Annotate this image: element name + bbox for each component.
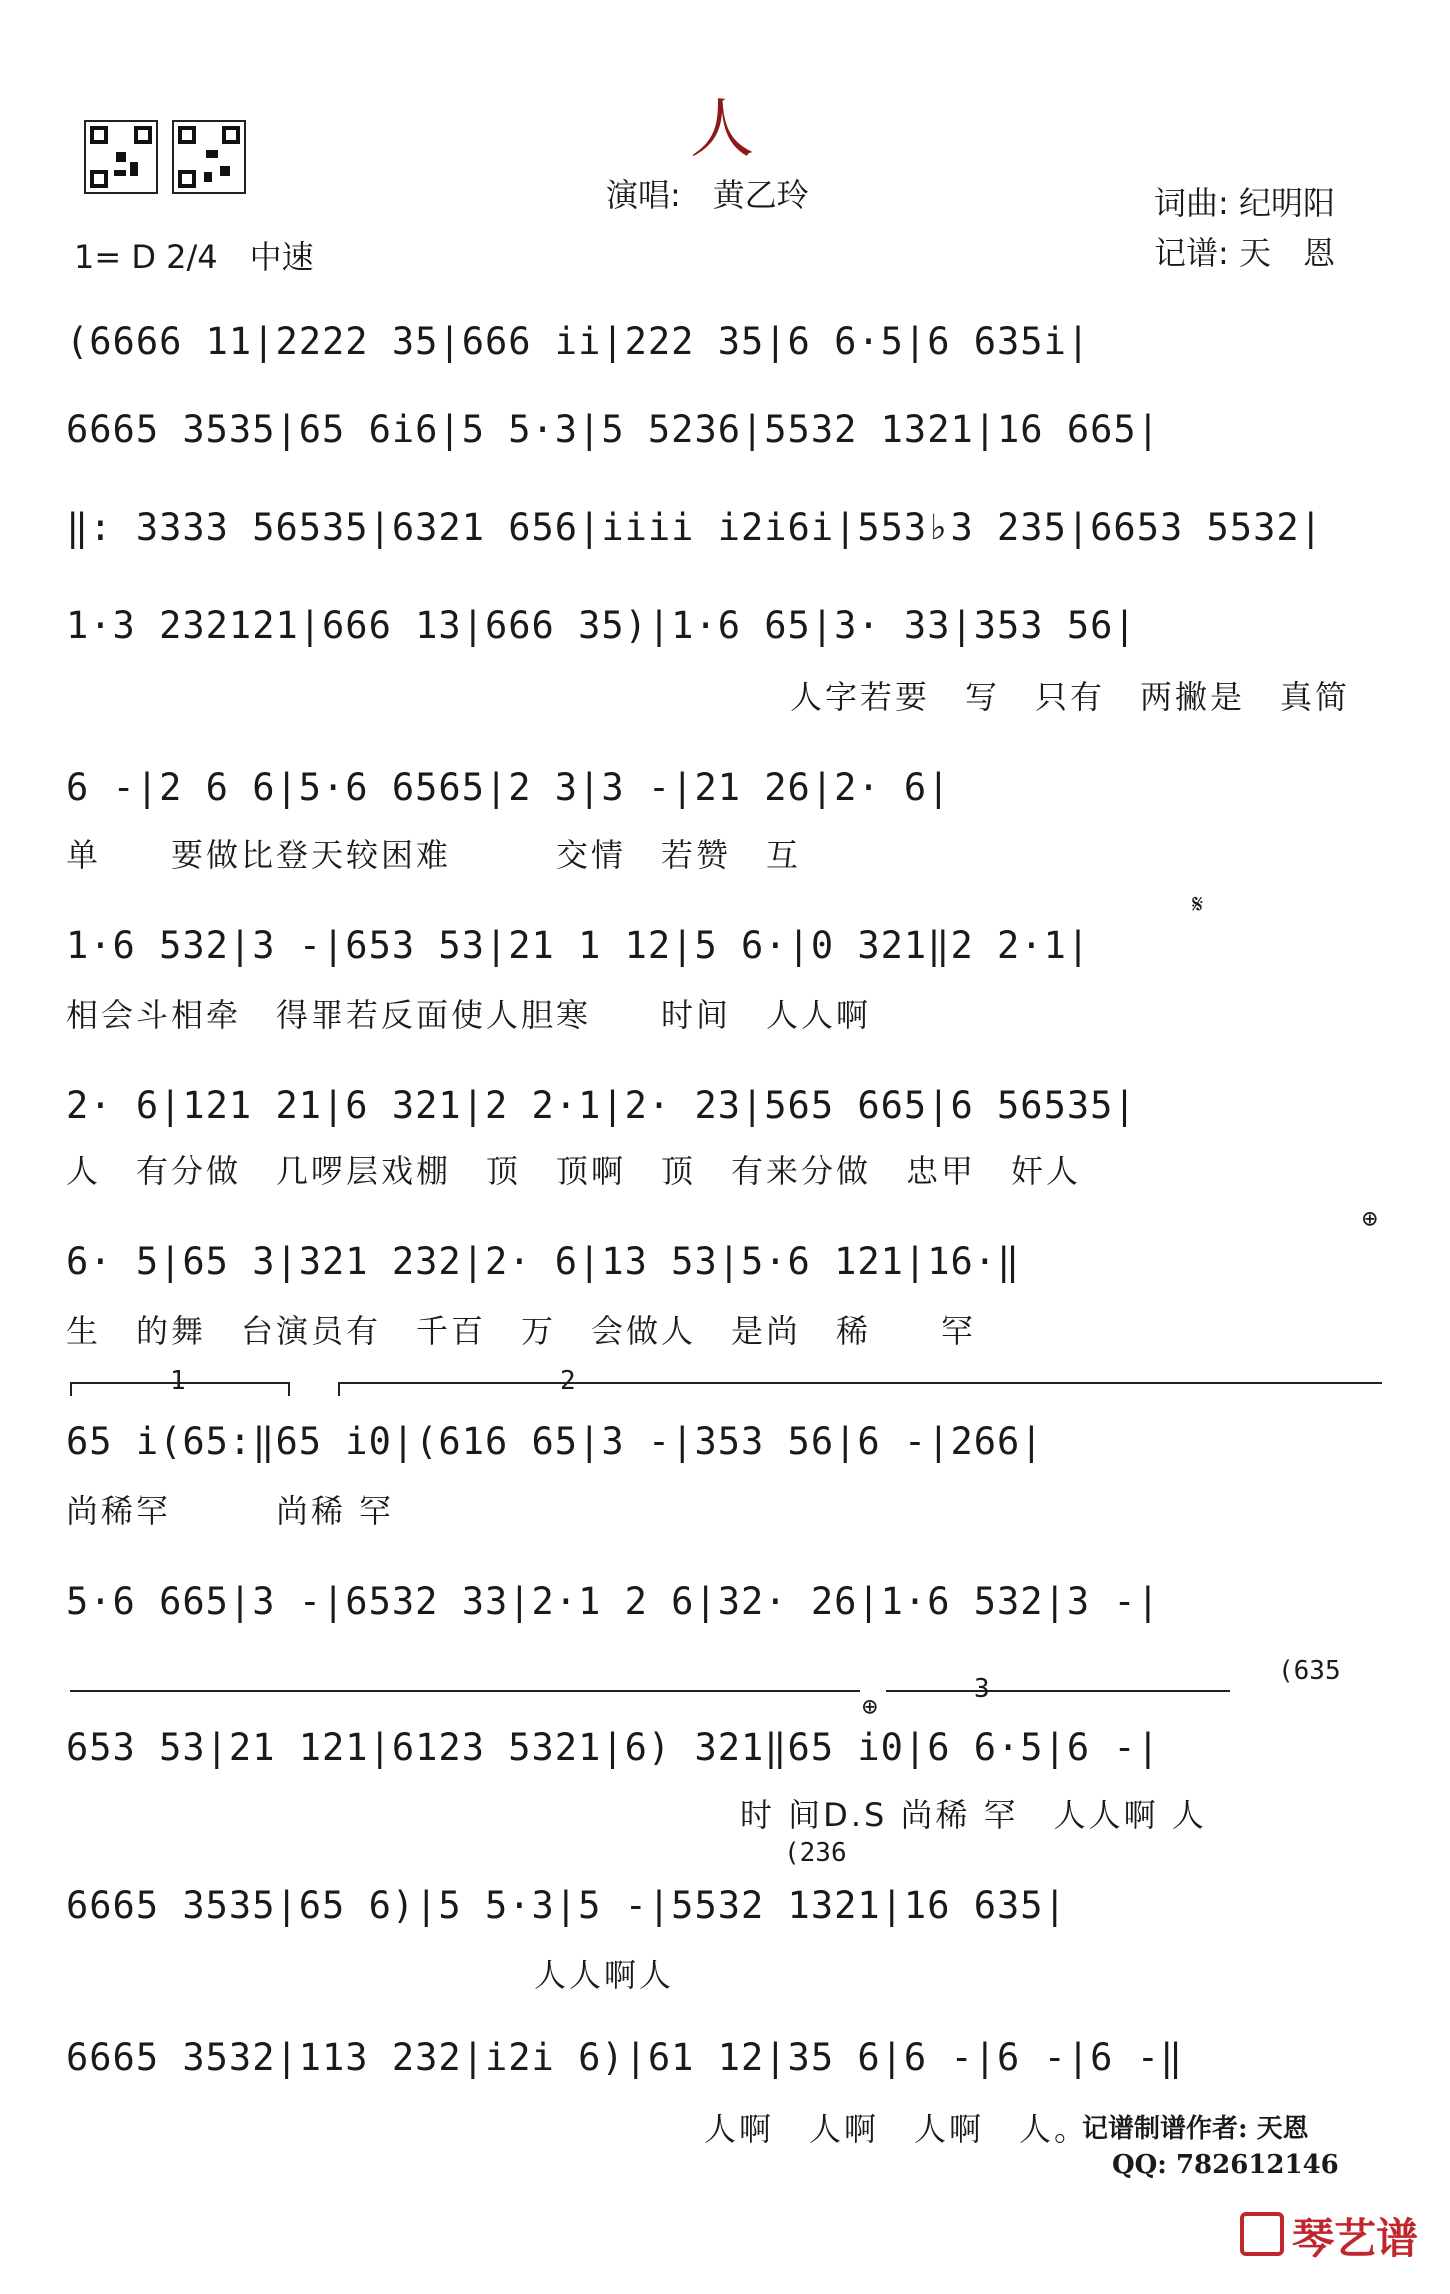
volta-2-tick-left [338,1382,340,1396]
score-line-3: ‖: 3333 56535|6321 656|iiii i2i6i|553♭3 235|6653 5532| [66,506,1323,549]
brand-name: 琴艺谱 [1292,2214,1419,2263]
author-credit: 记谱制谱作者: 天恩 [1082,2114,1309,2144]
lyric-line-5: 生 的舞 台演员有 千百 万 会做人 是尚 稀 罕 [66,1312,977,1350]
qr-code-right [172,120,246,194]
score-line-7: 2· 6|121 21|6 321|2 2·1|2· 23|565 665|6 56535| [66,1084,1137,1127]
long-bracket-line [70,1690,860,1692]
coda-sign-2: ⊕ [862,1692,878,1722]
triplet-bracket [886,1690,1230,1692]
score-line-12: 6665 3535|65 6)|5 5·3|5 -|5532 1321|16 635| [66,1884,1067,1927]
song-title: 人 [690,93,754,167]
score-line-9: 65 i(65:‖65 i0|(616 65|3 -|353 56|6 -|266| [66,1420,1044,1463]
score-line-5: 6 -|2 6 6|5·6 6565|2 3|3 -|21 26|2· 6| [66,766,951,809]
score-line-4: 1·3 232121|666 13|666 35)|1·6 65|3· 33|353 56| [66,604,1137,647]
lyric-line-9: 人啊 人啊 人啊 人。 [704,2110,1090,2148]
score-line-11: 653 53|21 121|6123 5321|6) 321‖65 i0|6 6·5|6 -| [66,1726,1160,1769]
volta-1-tick-right [288,1382,290,1396]
triplet-number: 3 [974,1674,990,1704]
intro-236: (236 [784,1838,847,1868]
lyric-line-7: 时 间D.S 尚稀 罕 人人啊 人 [740,1796,1207,1834]
lyric-line-1: 人字若要 写 只有 两撇是 真简 [790,678,1351,716]
key-tempo-marking: 1= D 2/4 中速 [74,238,314,276]
score-line-2: 6665 3535|65 6i6|5 5·3|5 5236|5532 1321|16 665| [66,408,1160,451]
score-line-10: 5·6 665|3 -|6532 33|2·1 2 6|32· 26|1·6 532|3 -| [66,1580,1160,1623]
volta-1-number: 1 [170,1366,186,1396]
lyricist-composer-credit: 词曲: 纪明阳 [1154,184,1335,222]
score-line-13: 6665 3532|113 232|i2i 6)|61 12|35 6|6 -|6 -|6 -‖ [66,2036,1184,2079]
brand-logo-icon [1240,2212,1284,2256]
volta-2-bracket [338,1382,1382,1384]
singer-credit: 演唱: 黄乙玲 [606,176,809,214]
score-line-1: (6666 11|2222 35|666 ii|222 35|6 6·5|6 635i| [66,320,1091,363]
lyric-line-6: 尚稀罕 尚稀 罕 [66,1492,395,1530]
lyric-line-8: 人人啊人 [534,1956,675,1994]
qq-contact: QQ: 782612146 [1112,2150,1339,2180]
lyric-line-4: 人 有分做 几啰层戏棚 顶 顶啊 顶 有来分做 忠甲 奸人 [66,1152,1082,1190]
transcriber-credit: 记谱: 天 恩 [1154,234,1335,272]
score-line-8: 6· 5|65 3|321 232|2· 6|13 53|5·6 121|16·‖ [66,1240,1021,1283]
coda-sign-1: ⊕ [1362,1204,1378,1234]
lyric-line-2: 单 要做比登天较困难 交情 若赞 互 [66,836,802,874]
segno-sign: 𝄋 [1192,890,1204,920]
intro-635: (635 [1278,1656,1341,1686]
volta-1-tick-left [70,1382,72,1396]
score-line-6: 1·6 532|3 -|653 53|21 1 12|5 6·|0 321‖2 2·1| [66,924,1091,967]
lyric-line-3: 相会斗相牵 得罪若反面使人胆寒 时间 人人啊 [66,996,872,1034]
volta-2-number: 2 [560,1366,576,1396]
qr-code-left [84,120,158,194]
